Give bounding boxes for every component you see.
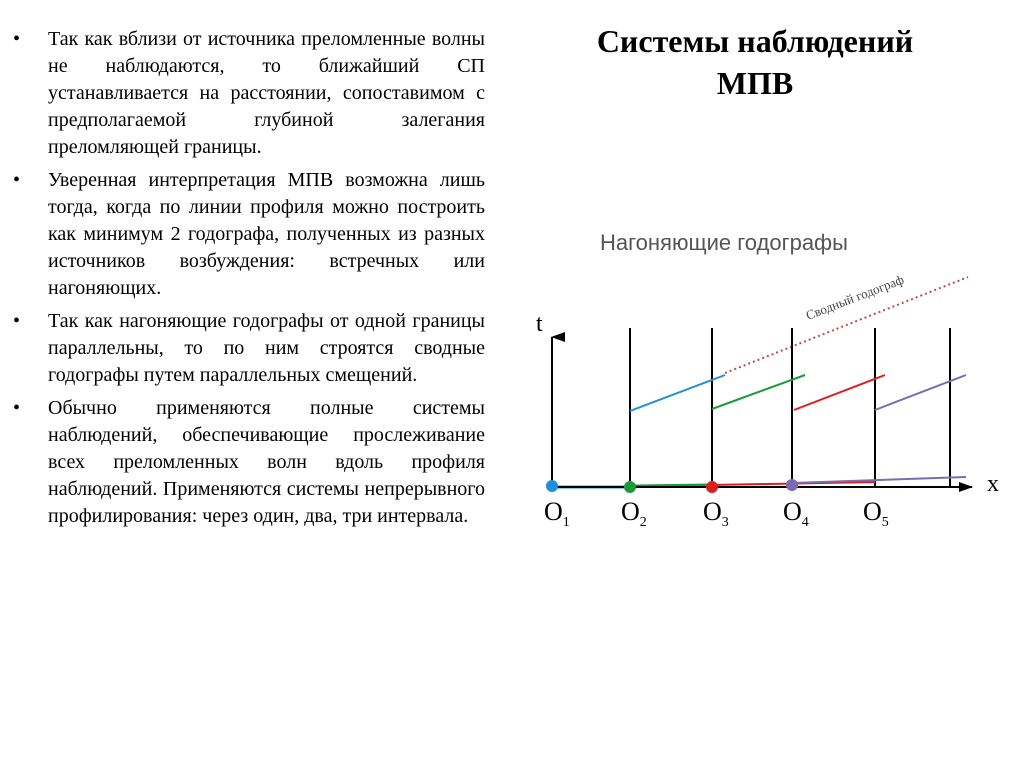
bullet-marker: •: [13, 28, 21, 50]
bullet-item: [13, 167, 485, 302]
bullet-list: [13, 26, 485, 536]
figure-title: Нагоняющие годографы: [600, 230, 848, 255]
bullet-item: [13, 308, 485, 389]
source-label-3: $O_3$: [703, 497, 729, 530]
t-axis-label: t: [536, 311, 543, 337]
bullet-item: [13, 26, 485, 161]
bullet-marker: •: [13, 169, 21, 191]
summary-curve-label: Сводный годограф: [803, 271, 906, 323]
direct-green: [630, 485, 712, 486]
x-axis-label: x: [987, 471, 999, 497]
bullet-text: Так как вблизи от источника преломленные волны не наблюдаются, то ближайший СП устанавливается на расстоянии, сопоставимом с предполагаемой глубиной залегания преломляющей границы.: [48, 28, 485, 158]
source-point-3: [706, 481, 718, 493]
bullet-marker: •: [13, 397, 21, 419]
source-label-2: $O_2$: [621, 497, 647, 530]
bullet-text: Обычно применяются полные системы наблюдений, обеспечивающие прослеживание всех преломленных волн вдоль профиля наблюдений. Применяются системы непрерывного профилирования: через один, два, три интервала.: [48, 397, 485, 527]
bullet-item: [13, 395, 485, 530]
bullet-marker: •: [13, 310, 21, 332]
slide-title: Системы наблюдений МПВ: [596, 23, 914, 101]
traveltime-diagram: [520, 215, 1024, 545]
source-label-4: $O_4$: [783, 497, 809, 530]
source-point-2: [624, 481, 636, 493]
source-label-5: $O_5$: [863, 497, 889, 530]
source-point-4: [786, 479, 798, 491]
source-point-1: [546, 480, 558, 492]
traveltime-figure: [520, 215, 1024, 545]
curve-blue: [630, 375, 725, 411]
bullet-text: Так как нагоняющие годографы от одной границы параллельны, то по ним строятся сводные годографы путем параллельных смещений.: [48, 310, 485, 386]
source-label-1: $O_1$: [544, 497, 570, 530]
bullet-text: Уверенная интерпретация МПВ возможна лишь тогда, когда по линии профиля можно построить как минимум 2 годографа, полученных из разных источников возбуждения: встречных или нагоняющих.: [48, 169, 485, 299]
direct-purple: [792, 477, 966, 483]
curve-red: [794, 375, 885, 410]
curve-purple: [875, 375, 966, 410]
